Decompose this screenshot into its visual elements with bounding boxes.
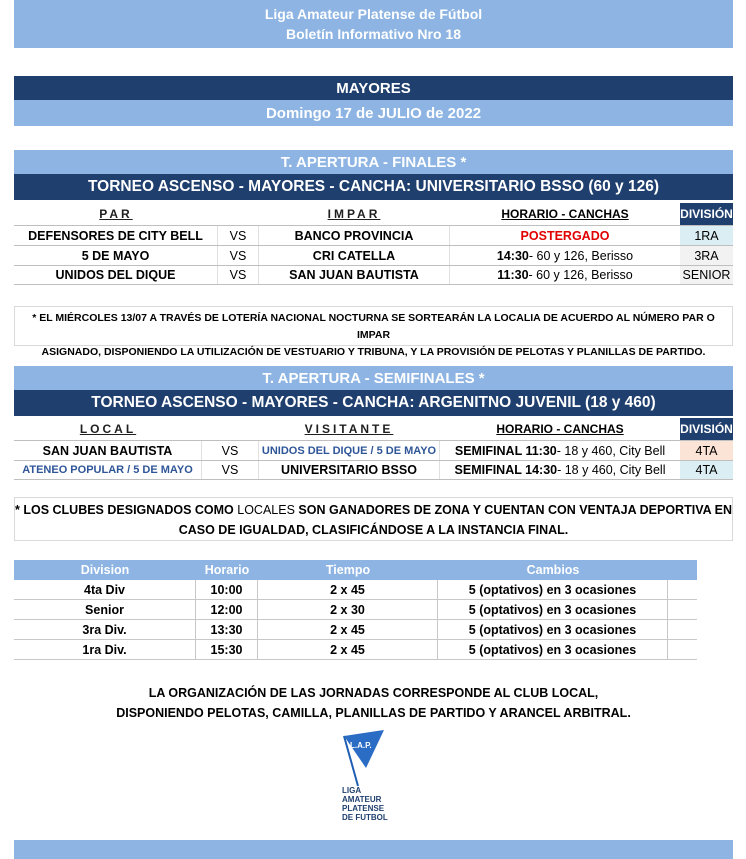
semifinales-table-header — [14, 418, 733, 440]
finales-note: * EL MIÉRCOLES 13/07 A TRAVÉS DE LOTERÍA NACIONAL NOCTURNA SE SORTEARÁN LA LOCALIA DE ACUERDO AL NÚMERO PAR O IMPAR ASIGNADO, DISPONIENDO LA UTILIZACIÓN DE VESTUARIO Y TRIBUNA, Y LA PROVISIÓN DE PELOTAS Y PLANILLAS DE PARTIDO. — [14, 306, 733, 346]
vs-label: VS — [229, 228, 247, 243]
vs-label: VS — [229, 248, 247, 263]
category-title: MAYORES — [14, 76, 733, 100]
division-value: 4TA — [680, 461, 733, 479]
bulletin-number: Boletín Informativo Nro 18 — [285, 26, 462, 42]
header-tiempo-col: Tiempo — [325, 563, 371, 577]
match-time-venue: 11:30 - 60 y 126, Berisso — [497, 268, 633, 282]
finales-tournament-title: TORNEO ASCENSO - MAYORES - CANCHA: UNIVERSITARIO BSSO (60 y 126) — [14, 174, 733, 200]
league-logo — [336, 728, 416, 838]
match-date: Domingo 17 de JULIO de 2022 — [14, 100, 733, 126]
vs-label: VS — [221, 443, 239, 458]
table-row — [14, 245, 733, 265]
locales-highlight: LOCALES — [237, 503, 295, 517]
postponed-label: POSTERGADO — [520, 228, 610, 243]
par-team: DEFENSORES DE CITY BELL — [14, 226, 218, 245]
local-team: ATENEO POPULAR / 5 DE MAYO — [14, 461, 202, 479]
header-impar: IMPAR — [327, 207, 381, 221]
schedule-row: Senior 12:00 2 x 30 5 (optativos) en 3 ocasiones — [14, 600, 697, 620]
header-horario: HORARIO - CANCHAS — [496, 422, 624, 436]
impar-team: SAN JUAN BAUTISTA — [258, 266, 450, 284]
flag-text: L.A.P. — [350, 741, 372, 750]
visitante-team: UNIVERSITARIO BSSO — [258, 461, 440, 479]
header-cambios-col: Cambios — [526, 563, 580, 577]
table-row — [14, 460, 733, 480]
league-name: Liga Amateur Platense de Fútbol — [264, 6, 483, 22]
header-division: DIVISIÓN — [680, 203, 733, 225]
header-horario: HORARIO - CANCHAS — [501, 207, 629, 221]
bottom-band — [14, 840, 733, 859]
organization-note: LA ORGANIZACIÓN DE LAS JORNADAS CORRESPONDE AL CLUB LOCAL, DISPONIENDO PELOTAS, CAMILLA, PLANILLAS DE PARTIDO Y ARANCEL ARBITRAL. — [116, 686, 631, 720]
division-value: 4TA — [680, 441, 733, 460]
vs-label: VS — [221, 463, 239, 477]
header-division: DIVISIÓN — [680, 418, 733, 440]
table-row — [14, 440, 733, 460]
semifinales-tournament-title: TORNEO ASCENSO - MAYORES - CANCHA: ARGENITNO JUVENIL (18 y 460) — [14, 390, 733, 416]
finales-table-header — [14, 203, 733, 225]
division-value: SENIOR — [680, 266, 733, 284]
match-time-venue: SEMIFINAL 14:30 - 18 y 460, City Bell — [454, 463, 666, 477]
match-status — [450, 226, 680, 245]
schedule-header — [14, 560, 697, 580]
local-team: SAN JUAN BAUTISTA — [14, 441, 202, 460]
impar-team: BANCO PROVINCIA — [258, 226, 450, 245]
par-team: 5 DE MAYO — [14, 246, 218, 265]
header-visitante: VISITANTE — [304, 422, 394, 436]
header-local: LOCAL — [79, 422, 137, 436]
header-horario-col: Horario — [204, 563, 250, 577]
logo-wordmark: LIGA AMATEUR PLATENSE DE FUTBOL — [342, 786, 388, 822]
division-value: 3RA — [680, 246, 733, 265]
division-value: 1RA — [680, 226, 733, 245]
semifinales-section-title: T. APERTURA - SEMIFINALES * — [14, 366, 733, 390]
semifinales-note: * LOS CLUBES DESIGNADOS COMO LOCALES SON GANADORES DE ZONA Y CUENTAN CON VENTAJA DEPORTIVA EN CASO DE IGUALDAD, CLASIFICÁNDOSE A LA INSTANCIA FINAL. — [14, 497, 733, 541]
vs-label: VS — [229, 268, 247, 282]
schedule-row: 3ra Div. 13:30 2 x 45 5 (optativos) en 3 ocasiones — [14, 620, 697, 640]
header-division-col: Division — [80, 563, 130, 577]
header-par: PAR — [99, 207, 133, 221]
table-row — [14, 265, 733, 285]
match-time-venue: SEMIFINAL 11:30 - 18 y 460, City Bell — [454, 443, 666, 458]
par-team: UNIDOS DEL DIQUE — [14, 266, 218, 284]
bulletin-header — [14, 0, 733, 48]
visitante-team: UNIDOS DEL DIQUE / 5 DE MAYO — [258, 441, 440, 460]
finales-section-title: T. APERTURA - FINALES * — [14, 150, 733, 174]
table-row — [14, 225, 733, 245]
match-time-venue: 14:30 - 60 y 126, Berisso — [496, 248, 634, 263]
impar-team: CRI CATELLA — [258, 246, 450, 265]
schedule-row: 4ta Div 10:00 2 x 45 5 (optativos) en 3 ocasiones — [14, 580, 697, 600]
schedule-row: 1ra Div. 15:30 2 x 45 5 (optativos) en 3 ocasiones — [14, 640, 697, 660]
